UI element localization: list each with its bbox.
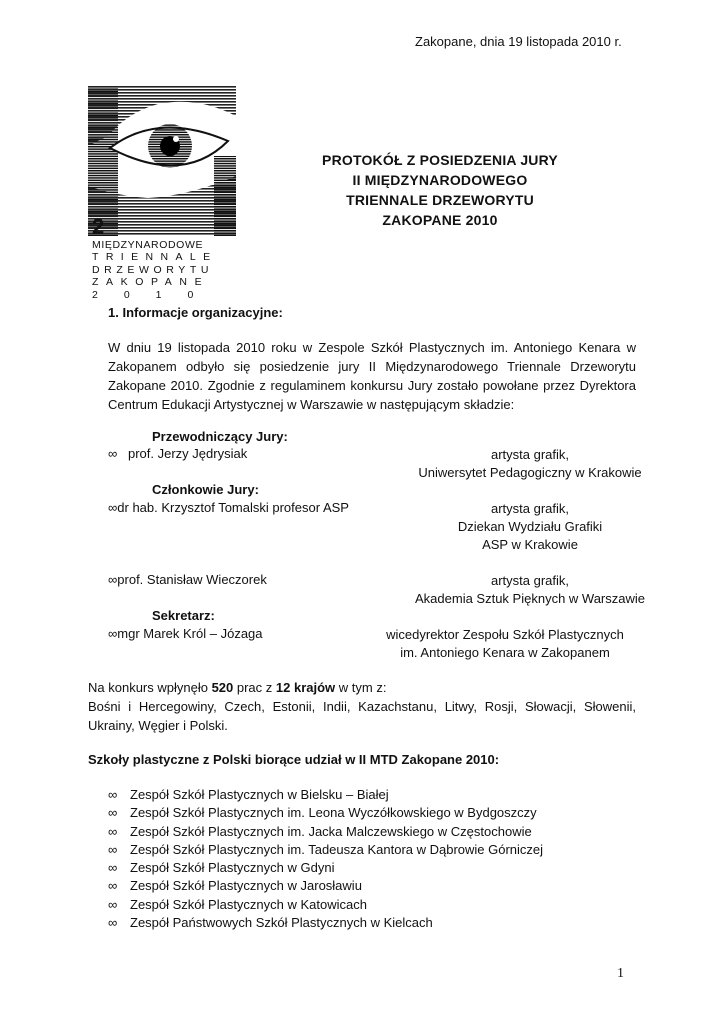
logo-wordmark xyxy=(92,214,227,301)
list-item xyxy=(108,841,543,859)
list-item xyxy=(108,877,543,895)
jury-member-role xyxy=(370,500,690,554)
infinity-bullet-icon: ∞ xyxy=(108,446,118,461)
infinity-bullet-icon: ∞ xyxy=(108,841,118,857)
title-line: ZAKOPANE 2010 xyxy=(382,212,498,228)
jury-chair-label: Przewodniczący Jury: xyxy=(152,429,288,444)
title-line: TRIENNALE DRZEWORYTU xyxy=(346,192,534,208)
summary-text: w tym z: xyxy=(335,680,387,695)
infinity-bullet-icon: ∞ xyxy=(108,805,118,821)
logo-line: TRIENNALE xyxy=(92,251,218,264)
jury-chair-role xyxy=(370,446,690,482)
list-item xyxy=(108,786,543,804)
document-title xyxy=(280,150,600,230)
person-name: mgr Marek Król – Józaga xyxy=(117,626,263,641)
submissions-summary xyxy=(88,680,386,695)
infinity-bullet-icon: ∞ xyxy=(108,896,118,912)
school-name: Zespół Szkół Plastycznych w Bielsku – Białej xyxy=(130,787,389,802)
person-name: prof. Jerzy Jędrysiak xyxy=(128,446,248,461)
logo-line: DRZEWORYTU xyxy=(92,263,214,276)
school-name: Zespół Szkół Plastycznych w Katowicach xyxy=(130,896,367,912)
jury-member-name xyxy=(108,572,267,587)
infinity-bullet-icon: ∞ xyxy=(108,915,118,931)
title-line: PROTOKÓŁ Z POSIEDZENIA JURY xyxy=(322,152,558,168)
logo-line: ZAKOPANE xyxy=(92,276,210,289)
infinity-bullet-icon: ∞ xyxy=(108,572,118,587)
jury-member-name xyxy=(108,500,349,515)
logo-line: 2010 xyxy=(92,288,220,301)
list-item xyxy=(108,804,543,822)
list-item xyxy=(108,823,543,841)
school-name: Zespół Szkół Plastycznych w Gdyni xyxy=(130,860,335,876)
logo-line: MIĘDZYNARODOWE xyxy=(92,239,204,251)
countries-count: 12 krajów xyxy=(275,680,336,695)
list-item xyxy=(108,896,543,914)
role-line: ASP w Krakowie xyxy=(482,537,578,552)
list-item xyxy=(108,914,543,932)
infinity-bullet-icon: ∞ xyxy=(108,878,118,894)
school-name: Zespół Szkół Plastycznych im. Tadeusza Kantora w Dąbrowie Górniczej xyxy=(130,841,544,857)
jury-members-label: Członkowie Jury: xyxy=(152,482,259,497)
infinity-bullet-icon: ∞ xyxy=(108,787,118,802)
school-name: Zespół Państwowych Szkół Plastycznych w Kielcach xyxy=(130,915,433,931)
countries-list: Bośni i Hercegowiny, Czech, Estonii, Indii, Kazachstanu, Litwy, Rosji, Słowacji, Słowenii, Ukrainy, Węgier i Polski. xyxy=(88,699,636,733)
school-name: Zespół Szkół Plastycznych w Jarosławiu xyxy=(130,878,362,894)
jury-member-role xyxy=(370,572,690,608)
infinity-bullet-icon: ∞ xyxy=(108,500,118,515)
page-number: 1 xyxy=(617,966,624,981)
role-line: Uniwersytet Pedagogiczny w Krakowie xyxy=(418,465,642,480)
document-date: Zakopane, dnia 19 listopada 2010 r. xyxy=(415,34,622,49)
jury-secretary-role xyxy=(345,626,665,662)
title-line: II MIĘDZYNARODOWEGO xyxy=(352,172,528,188)
role-line: wicedyrektor Zespołu Szkół Plastycznych xyxy=(386,627,624,642)
jury-secretary-name xyxy=(108,626,263,641)
school-name: Zespół Szkół Plastycznych im. Leona Wyczółkowskiego w Bydgoszczy xyxy=(130,805,537,821)
infinity-bullet-icon: ∞ xyxy=(108,860,118,876)
jury-chair-name xyxy=(108,446,247,461)
role-line: Akademia Sztuk Pięknych w Warszawie xyxy=(415,591,645,606)
role-line: artysta grafik, xyxy=(490,501,570,516)
section-heading: 1. Informacje organizacyjne: xyxy=(108,305,283,320)
intro-paragraph: W dniu 19 listopada 2010 roku w Zespole Szkół Plastycznych im. Antoniego Kenara w Zakopanem odbyło się posiedzenie jury II Międzynarodowego Triennale Drzeworytu Zakopane 2010. Zgodnie z regulaminem konkursu Jury zostało powołane przez Dyrektora Centrum Edukacji Artystycznej w Warszawie w następującym składzie: xyxy=(108,340,636,412)
list-item xyxy=(108,859,543,877)
works-count: 520 xyxy=(211,680,234,695)
school-name: Zespół Szkół Plastycznych im. Jacka Malczewskiego w Częstochowie xyxy=(130,823,532,839)
role-line: im. Antoniego Kenara w Zakopanem xyxy=(400,645,610,660)
schools-list xyxy=(108,786,543,932)
person-name: dr hab. Krzysztof Tomalski profesor ASP xyxy=(117,500,349,515)
jury-secretary-label: Sekretarz: xyxy=(152,608,215,623)
logo-number: 2 xyxy=(92,214,105,239)
summary-text: Na konkurs wpłynęło xyxy=(88,680,212,695)
summary-text: prac z xyxy=(233,680,276,695)
role-line: Dziekan Wydziału Grafiki xyxy=(457,519,603,534)
infinity-bullet-icon: ∞ xyxy=(108,626,118,641)
infinity-bullet-icon: ∞ xyxy=(108,823,118,839)
schools-heading: Szkoły plastyczne z Polski biorące udział w II MTD Zakopane 2010: xyxy=(88,752,500,767)
person-name: prof. Stanisław Wieczorek xyxy=(117,572,267,587)
role-line: artysta grafik, xyxy=(490,573,570,588)
role-line: artysta grafik, xyxy=(490,447,570,462)
